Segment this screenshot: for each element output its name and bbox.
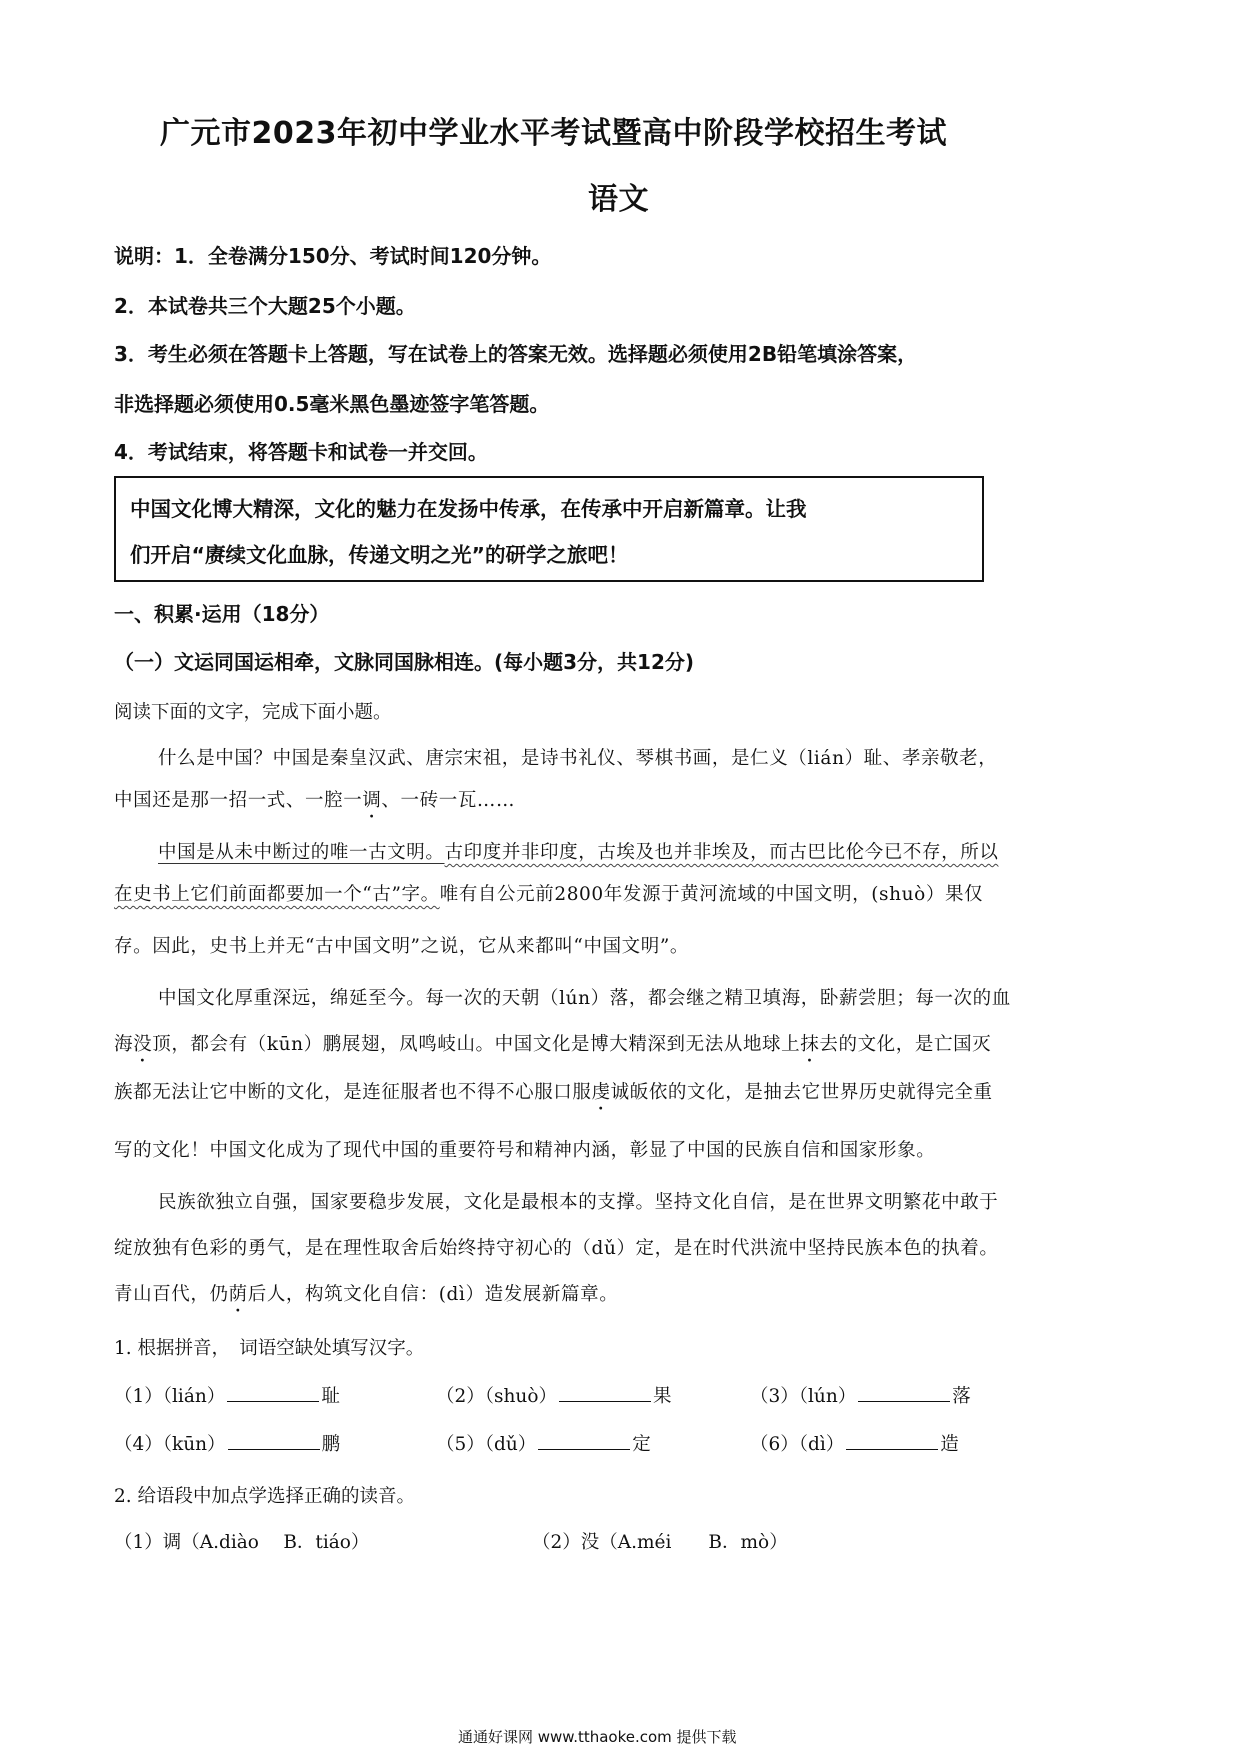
answer-blank[interactable] [559, 1385, 651, 1402]
passage-p1-line2 [114, 786, 515, 812]
q1-item-suffix: 耻 [321, 1386, 340, 1407]
q1-item-5 [436, 1430, 651, 1456]
theme-line-1: 中国文化博大精深，文化的魅力在发扬中传承，在传承中开启新篇章。让我 [130, 497, 807, 521]
q1-item-label: （1）（lián） [114, 1386, 226, 1407]
q1-item-label: （4）（kūn） [114, 1434, 226, 1455]
q1-item-label: （6）（dì） [750, 1434, 845, 1455]
instruction-line-4: 非选择题必须使用0.5毫米黑色墨迹签字笔答题。 [114, 392, 550, 416]
passage-p2-line2 [114, 880, 983, 906]
passage-p1-line1: 什么是中国？中国是秦皇汉武、唐宗宋祖，是诗书礼仪、琴棋书画，是仁义（lián）耻、孝亲敬老， [158, 748, 998, 769]
wavy-underlined-text: 中国是从未中断过的唯一古文明。 [158, 842, 445, 863]
question-1-stem: 1. 根据拼音， 词语空缺处填写汉字。 [114, 1338, 425, 1359]
passage-p2-line1 [158, 838, 998, 864]
footer-credit: 通通好课网 www.tthaoke.com 提供下载 [458, 1728, 737, 1746]
dotted-char: 荫 [228, 1284, 248, 1305]
answer-blank[interactable] [858, 1385, 950, 1402]
dotted-char: 抹 [800, 1034, 820, 1055]
q2-option-2: （2）没（A.méi B．mò） [532, 1532, 788, 1553]
q1-item-3 [750, 1382, 971, 1408]
q1-item-suffix: 定 [632, 1434, 651, 1455]
text: 唯有自公元前2800年发源于黄河流域的中国文明，(shuò）果仅 [439, 884, 984, 905]
q1-item-suffix: 鹏 [321, 1434, 341, 1455]
instruction-line-2: 2．本试卷共三个大题25个小题。 [114, 294, 416, 318]
passage-p3-line2 [114, 1030, 991, 1056]
exam-title: 广元市2023年初中学业水平考试暨高中阶段学校招生考试 [160, 116, 947, 151]
q2-option-1: （1）调（A.diào B．tiáo） [114, 1532, 370, 1553]
passage-p4-line3 [114, 1280, 618, 1306]
text: 后人，构筑文化自信：(dì）造发展新篇章。 [247, 1284, 619, 1305]
question-2-stem: 2. 给语段中加点学选择正确的读音。 [114, 1486, 416, 1507]
section-heading: 一、积累·运用（18分） [114, 602, 330, 626]
text: 顶，都会有（kūn）鹏展翅，凤鸣岐山。中国文化是博大精深到无法从地球上 [152, 1034, 801, 1055]
dotted-char: 调 [362, 790, 382, 811]
answer-blank[interactable] [538, 1433, 630, 1450]
text: 中国还是那一招一式、一腔一 [114, 790, 363, 811]
theme-box [114, 476, 984, 582]
q1-item-4 [114, 1430, 340, 1456]
passage-p4-line1: 民族欲独立自强，国家要稳步发展，文化是最根本的支撑。坚持文化自信，是在世界文明繁花中敢于 [158, 1192, 999, 1213]
q1-item-1 [114, 1382, 340, 1408]
passage-p3-line4: 写的文化！中国文化成为了现代中国的重要符号和精神内涵，彰显了中国的民族自信和国家形象。 [114, 1140, 936, 1161]
instruction-line-3: 3．考生必须在答题卡上答题，写在试卷上的答案无效。选择题必须使用2B铅笔填涂答案， [114, 342, 918, 366]
text: 去的文化，是亡国灭 [819, 1034, 992, 1055]
passage-p3-line3 [114, 1078, 993, 1104]
q1-item-suffix: 造 [940, 1434, 959, 1455]
passage-p4-line2: 绽放独有色彩的勇气，是在理性取舍后始终持守初心的（dǔ）定，是在时代洪流中坚持民族本色的执着。 [114, 1238, 999, 1259]
text: 诚皈依的文化，是抽去它世界历史就得完全重 [610, 1082, 993, 1103]
q1-item-label: （5）（dǔ） [436, 1434, 537, 1455]
text: 青山百代，仍 [114, 1284, 229, 1305]
theme-line-2: 们开启“赓续文化血脉，传递文明之光”的研学之旅吧！ [130, 543, 629, 567]
subsection-heading: （一）文运同国运相牵，文脉同国脉相连。(每小题3分，共12分) [114, 650, 695, 674]
text: 族都无法让它中断的文化，是连征服者也不得不心服口服 [114, 1082, 592, 1103]
instruction-line-1: 说明：1．全卷满分150分、考试时间120分钟。 [114, 244, 552, 268]
answer-blank[interactable] [227, 1385, 319, 1402]
passage-p3-line1: 中国文化厚重深远，绵延至今。每一次的天朝（lún）落，都会继之精卫填海，卧薪尝胆；每一次的血 [158, 988, 1011, 1009]
wavy-underlined-text: 古印度并非印度，古埃及也并非埃及，而古巴比伦今已不存，所以 [444, 842, 999, 863]
reading-intro: 阅读下面的文字，完成下面小题。 [114, 702, 392, 723]
q1-item-6 [750, 1430, 959, 1456]
dotted-char: 没 [133, 1034, 153, 1055]
q1-item-suffix: 落 [952, 1386, 971, 1407]
text: 、一砖一瓦…… [381, 790, 516, 811]
text: 海 [114, 1034, 134, 1055]
q1-item-2 [436, 1382, 672, 1408]
dotted-char: 虔 [591, 1082, 611, 1103]
subject-title: 语文 [588, 182, 649, 217]
q1-item-label: （3）（lún） [750, 1386, 857, 1407]
q1-item-suffix: 果 [652, 1386, 672, 1407]
passage-p2-line3: 存。因此，史书上并无“古中国文明”之说，它从来都叫“中国文明”。 [114, 936, 690, 957]
answer-blank[interactable] [846, 1433, 938, 1450]
q1-item-label: （2）（shuò） [436, 1386, 557, 1407]
answer-blank[interactable] [228, 1433, 320, 1450]
instruction-line-5: 4．考试结束，将答题卡和试卷一并交回。 [114, 440, 488, 464]
wavy-underlined-text: 在史书上它们前面都要加一个“古”字。 [114, 884, 440, 905]
